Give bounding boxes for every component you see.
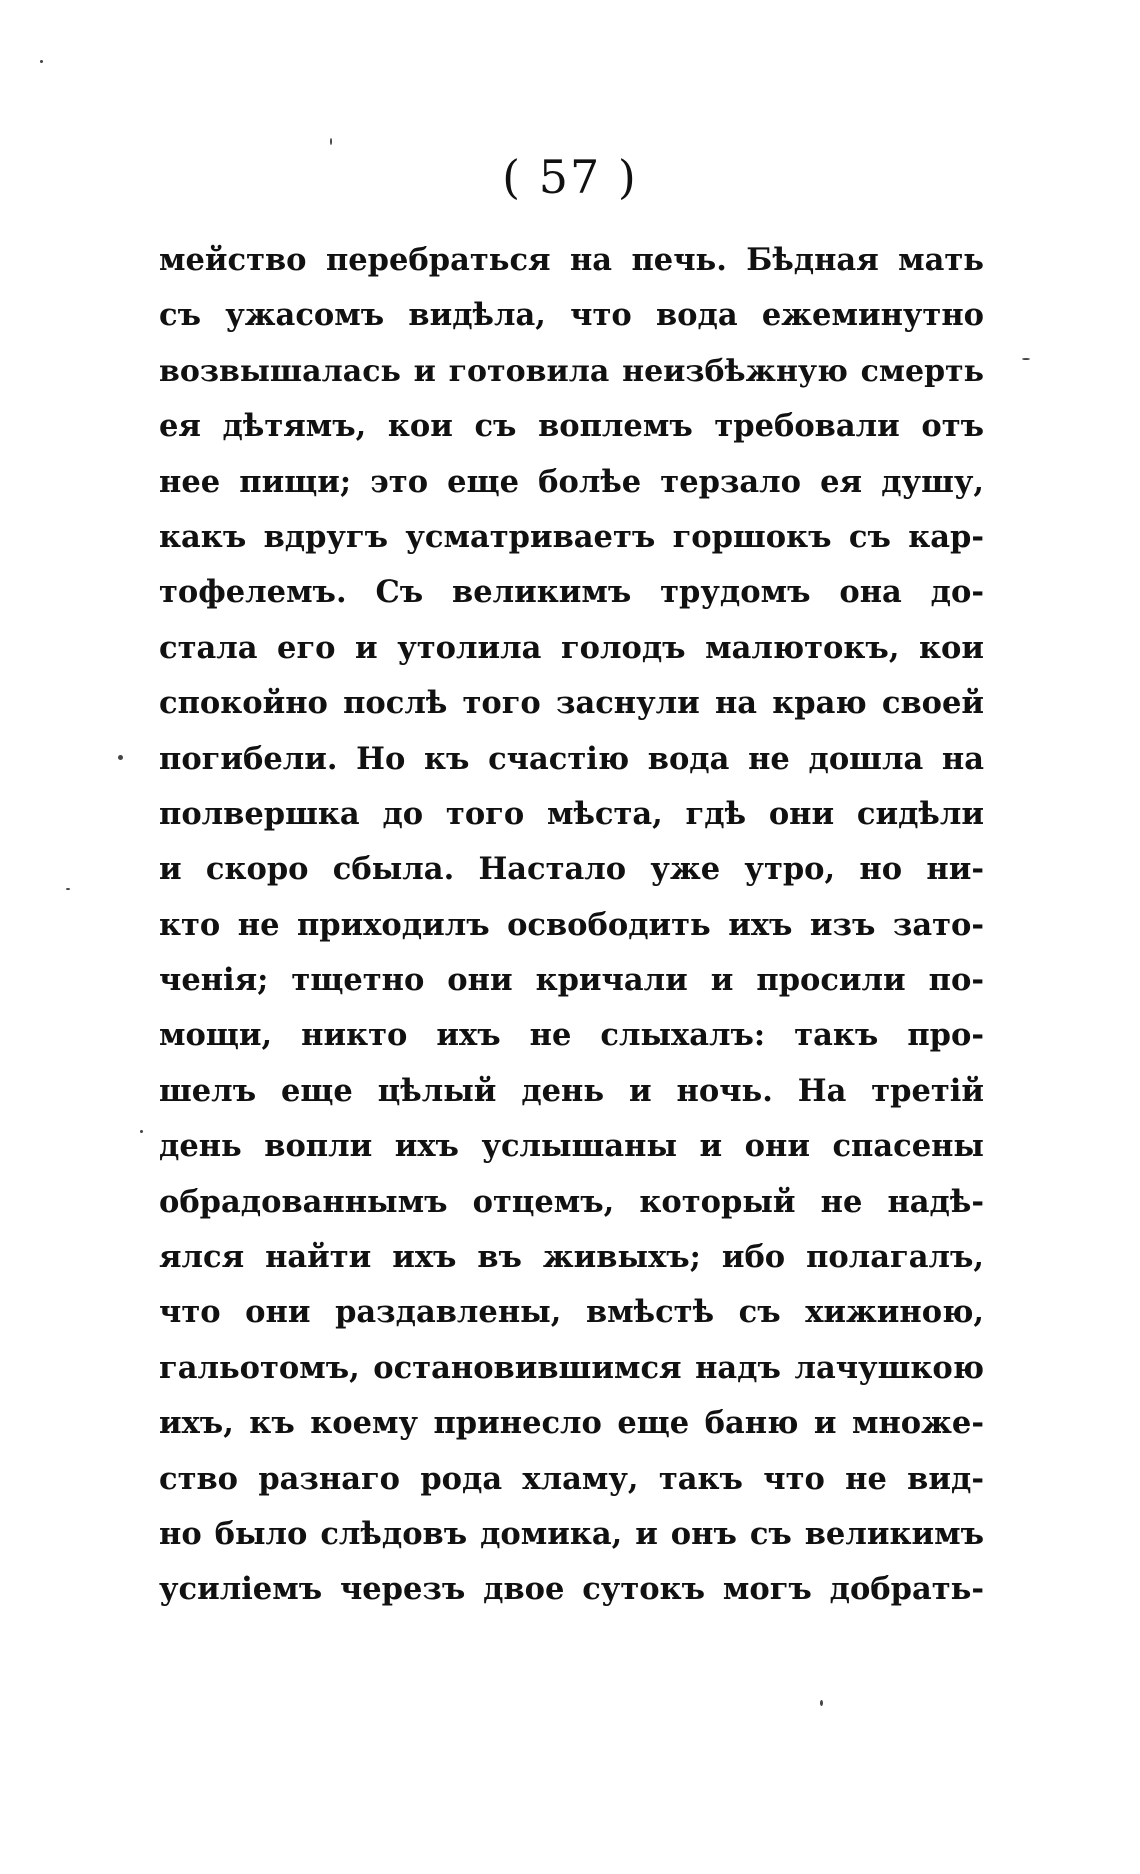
text-line: нее пищи; это еще болѣе терзало ея душу, xyxy=(159,463,984,500)
scan-speck xyxy=(40,60,43,63)
scan-speck xyxy=(66,888,70,890)
text-line: но было слѣдовъ домика, и онъ съ великимъ xyxy=(159,1515,984,1552)
text-line: спокойно послѣ того заснули на краю своей xyxy=(159,685,984,722)
text-line: и скоро сбыла. Настало уже утро, но ни- xyxy=(159,851,984,888)
text-line: ченія; тщетно они кричали и просили по- xyxy=(159,962,984,999)
text-line: гальотомъ, остановившимся надъ лачушкою xyxy=(159,1349,984,1386)
text-line: шелъ еще цѣлый день и ночь. На третій xyxy=(159,1072,984,1109)
text-line: полвершка до того мѣста, гдѣ они сидѣли xyxy=(159,795,984,832)
text-line: мейство перебраться на печь. Бѣдная мать xyxy=(159,242,984,278)
body-text xyxy=(159,233,984,1618)
text-line: что они раздавлены, вмѣстѣ съ хижиною, xyxy=(159,1294,984,1331)
scan-speck xyxy=(1022,358,1030,360)
text-line: какъ вдругъ усматриваетъ горшокъ съ кар- xyxy=(159,518,984,555)
text-line: ство разнаго рода хламу, такъ что не вид- xyxy=(159,1460,984,1497)
text-line: съ ужасомъ видѣла, что вода ежеминутно xyxy=(159,297,984,334)
text-line: усиліемъ черезъ двое сутокъ могъ добрать- xyxy=(159,1571,984,1608)
text-line: погибели. Но къ счастію вода не дошла на xyxy=(159,740,984,777)
text-line: мощи, никто ихъ не слыхалъ: такъ про- xyxy=(159,1017,984,1054)
text-line: ихъ, къ коему принесло еще баню и множе- xyxy=(159,1405,984,1442)
scan-speck xyxy=(140,1130,143,1133)
scan-speck xyxy=(118,755,123,760)
page-number: ( 57 ) xyxy=(502,150,638,204)
scan-speck xyxy=(330,138,332,145)
text-line: ея дѣтямъ, кои съ воплемъ требовали отъ xyxy=(159,408,984,445)
scan-speck xyxy=(820,1700,823,1706)
text-line: стала его и утолила голодъ малютокъ, кои xyxy=(159,629,984,666)
text-line: кто не приходилъ освободить ихъ изъ зато- xyxy=(159,906,984,943)
text-line: ялся найти ихъ въ живыхъ; ибо полагалъ, xyxy=(159,1239,984,1276)
text-line: день вопли ихъ услышаны и они спасены xyxy=(159,1128,984,1165)
text-line: тофелемъ. Съ великимъ трудомъ она до- xyxy=(159,574,984,611)
text-line: обрадованнымъ отцемъ, который не надѣ- xyxy=(159,1183,984,1220)
text-line: возвышалась и готовила неизбѣжную смерть xyxy=(159,353,984,389)
